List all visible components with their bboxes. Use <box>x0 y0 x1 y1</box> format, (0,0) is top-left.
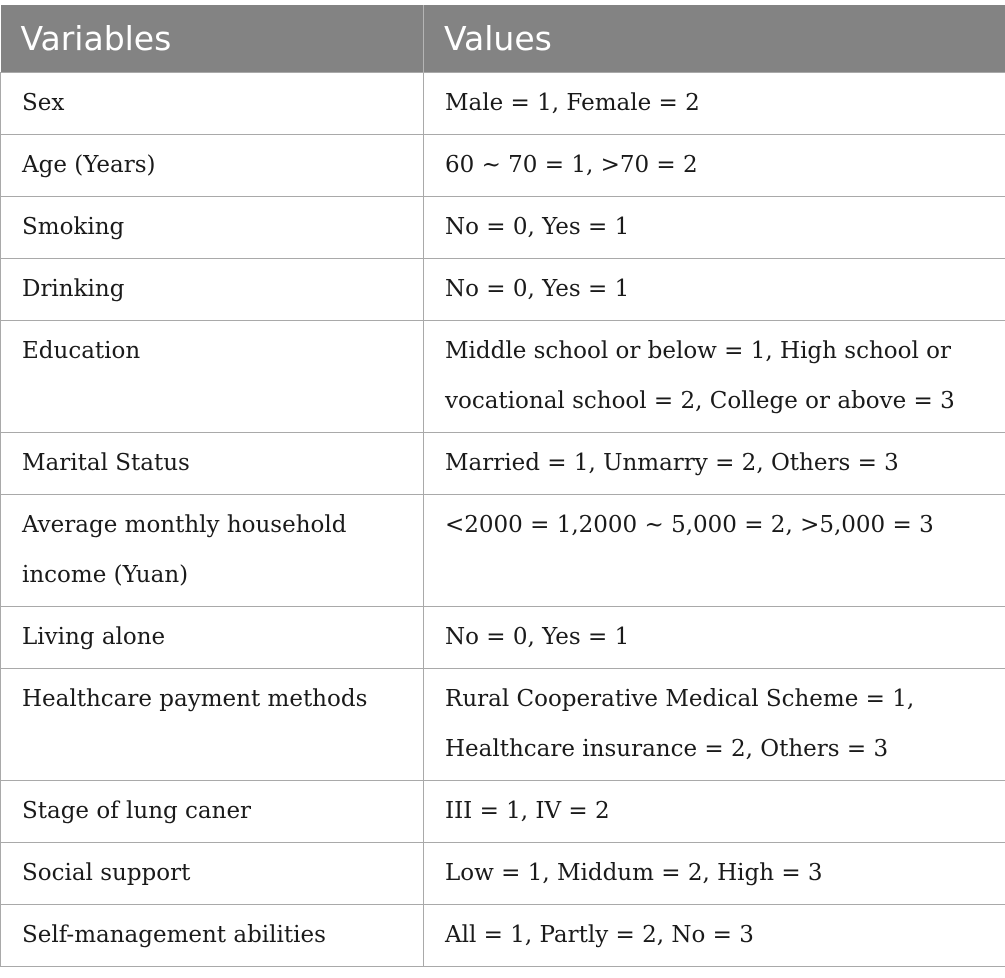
table-row <box>1 134 1005 196</box>
value-cell: Married = 1, Unmarry = 2, Others = 3 <box>424 432 1005 494</box>
table-row <box>1 72 1005 134</box>
table-row <box>1 196 1005 258</box>
table-row <box>1 904 1005 966</box>
variable-cell: Average monthly household income (Yuan) <box>1 494 424 606</box>
variable-cell: Marital Status <box>1 432 424 494</box>
variable-cell: Living alone <box>1 606 424 668</box>
variable-cell: Self-management abilities <box>1 904 424 966</box>
variable-cell: Social support <box>1 842 424 904</box>
value-cell: No = 0, Yes = 1 <box>424 606 1005 668</box>
table-row <box>1 320 1005 432</box>
table-row <box>1 494 1005 606</box>
variables-table-container <box>0 5 1005 967</box>
value-cell: Male = 1, Female = 2 <box>424 72 1005 134</box>
variable-cell: Stage of lung caner <box>1 780 424 842</box>
value-cell: Middle school or below = 1, High school or vocational school = 2, College or above = 3 <box>424 320 1005 432</box>
table-row <box>1 432 1005 494</box>
value-cell: No = 0, Yes = 1 <box>424 196 1005 258</box>
table-row <box>1 668 1005 780</box>
table-row <box>1 780 1005 842</box>
value-cell: 60 ~ 70 = 1, >70 = 2 <box>424 134 1005 196</box>
value-cell: Low = 1, Middum = 2, High = 3 <box>424 842 1005 904</box>
table-row <box>1 258 1005 320</box>
variable-cell: Sex <box>1 72 424 134</box>
table-header-row <box>1 5 1005 72</box>
value-cell: Rural Cooperative Medical Scheme = 1, Healthcare insurance = 2, Others = 3 <box>424 668 1005 780</box>
variable-cell: Drinking <box>1 258 424 320</box>
variables-table <box>0 5 1005 967</box>
variable-cell: Smoking <box>1 196 424 258</box>
variable-cell: Healthcare payment methods <box>1 668 424 780</box>
value-cell: III = 1, IV = 2 <box>424 780 1005 842</box>
header-values: Values <box>424 5 1005 72</box>
table-row <box>1 606 1005 668</box>
variable-cell: Age (Years) <box>1 134 424 196</box>
value-cell: All = 1, Partly = 2, No = 3 <box>424 904 1005 966</box>
table-row <box>1 842 1005 904</box>
header-variables: Variables <box>1 5 424 72</box>
value-cell: <2000 = 1,2000 ~ 5,000 = 2, >5,000 = 3 <box>424 494 1005 606</box>
variable-cell: Education <box>1 320 424 432</box>
value-cell: No = 0, Yes = 1 <box>424 258 1005 320</box>
